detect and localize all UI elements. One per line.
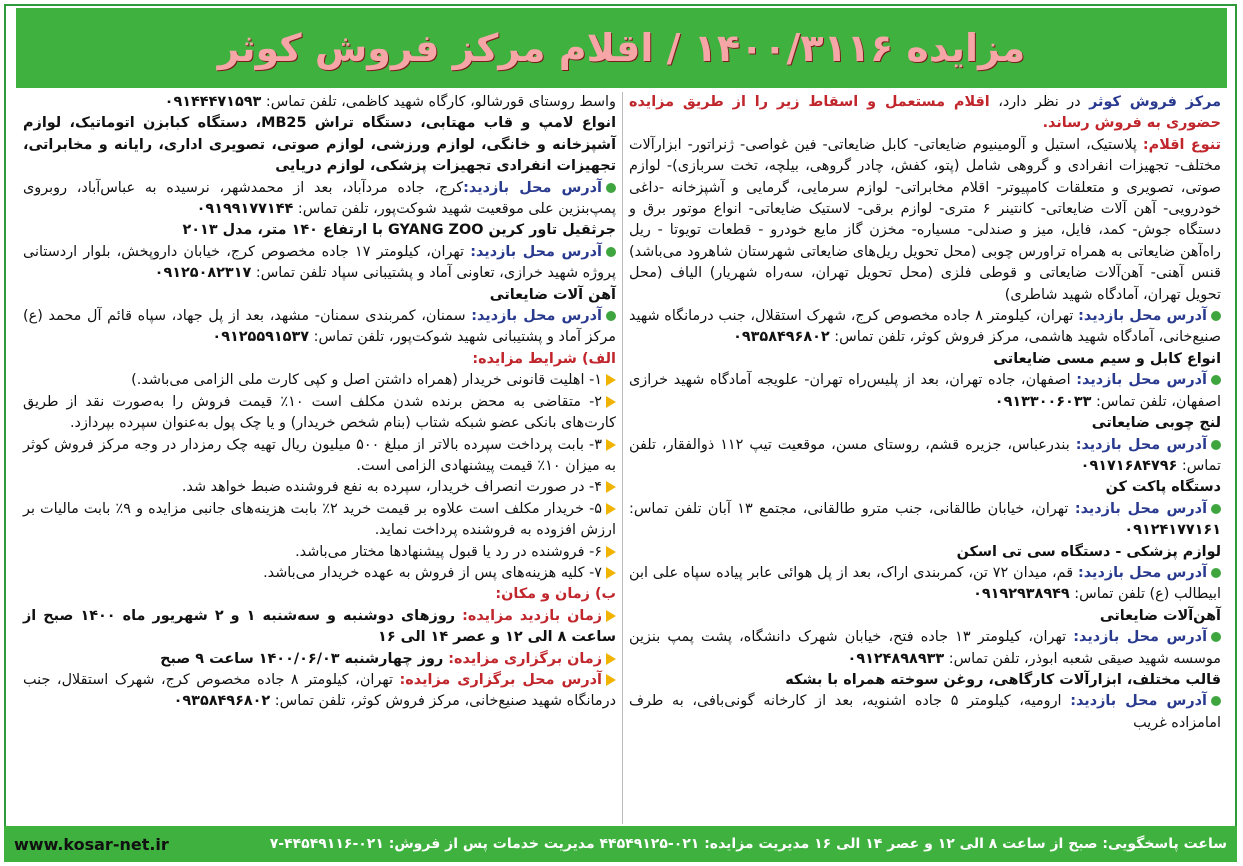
top-continuation bbox=[23, 92, 616, 113]
phone-number: ۰۹۱۹۲۹۳۸۹۴۹ bbox=[973, 586, 1070, 603]
address-label: آدرس محل بازدید: bbox=[470, 243, 602, 260]
bullet-icon bbox=[1211, 440, 1221, 450]
condition-item bbox=[23, 542, 616, 563]
condition-item bbox=[23, 435, 616, 478]
condition-text: ۲- متقاضی به محض برنده شدن مکلف است ۱۰٪ قیمت فروش را به‌صورت نقد از طریق کارت‌های بانکی عضو شبکه شتاب (بنام شخص خریدار) و یا چک پول به‌عنوان سپرده بپردازد. bbox=[23, 393, 616, 432]
conditions-title: الف) شرایط مزایده: bbox=[472, 350, 616, 367]
heading-3: آهن آلات ضایعاتی bbox=[489, 286, 616, 303]
section-address bbox=[629, 306, 1221, 349]
triangle-bullet-icon bbox=[606, 567, 616, 579]
address-label: آدرس محل بازدید: bbox=[1076, 372, 1207, 389]
section-heading: قالب مختلف، ابزارآلات کارگاهی، روغن سوخته همراه با بشکه bbox=[785, 671, 1221, 688]
bold-items: انواع لامپ و قاب مهتابی، دستگاه تراش MB25، دستگاه کبابزن اتوماتیک، لوازم آشپزخانه و خانگی، لوازم ورزشی، لوازم صوتی، تصویری اداری، رایانه و مخابراتی، تجهیزات انفرادی تجهیزات پزشکی، لوازم دریایی bbox=[23, 115, 617, 175]
page-title: مزایده ۱۴۰۰/۳۱۱۶ / اقلام مرکز فروش کوثر bbox=[217, 26, 1026, 70]
condition-text: ۳- بابت پرداخت سپرده بالاتر از مبلغ ۵۰۰ میلیون ریال تهیه چک رمزدار در وجه مرکز فروش کوثر به میزان ۱۰٪ قیمت پیشنهادی الزامی است. bbox=[23, 436, 616, 474]
section-heading: انواع کابل و سیم مسی ضایعاتی bbox=[993, 350, 1221, 367]
bullet-icon bbox=[606, 183, 616, 193]
conditions-list bbox=[23, 370, 616, 584]
address-text: تهران، کیلومتر ۱۷ جاده مخصوص کرج، خیابان داروپخش، بلوار اردستانی پروژه شهید خرازی، تعاونی آماد و پشتیبانی سپاد تلفن تماس: bbox=[23, 243, 616, 282]
section-address bbox=[629, 627, 1221, 670]
condition-text: ۵- خریدار مکلف است علاوه بر قیمت خرید ۲٪ بابت هزینه‌های جانبی مزایده و ۹٪ بابت مالیات بر ارزش افزوده به فروشنده پرداخت نماید. bbox=[23, 500, 616, 539]
triangle-bullet-icon bbox=[606, 439, 616, 451]
address-text: اصفهان، جاده تهران، بعد از پلیس‌راه تهران- علویجه آمادگاه شهید خرازی اصفهان، تلفن تماس: bbox=[629, 372, 1221, 410]
phone-number: ۰۹۱۷۱۶۸۴۷۹۶ bbox=[1080, 457, 1178, 474]
address-label: آدرس محل بازدید: bbox=[1075, 436, 1207, 453]
intro-mid: در نظر دارد، bbox=[989, 94, 1090, 110]
right-column bbox=[622, 92, 1227, 824]
address-label: آدرس محل بازدید: bbox=[1073, 629, 1207, 646]
triangle-bullet-icon bbox=[606, 674, 616, 686]
section-address bbox=[629, 499, 1221, 542]
auction-place bbox=[23, 670, 616, 713]
intro-paragraph bbox=[629, 92, 1221, 135]
auction-time bbox=[23, 649, 616, 670]
bullet-icon bbox=[1211, 311, 1221, 321]
section-heading: دستگاه پاکت کن bbox=[1105, 479, 1221, 496]
address-text: سمنان، کمربندی سمنان- مشهد، بعد از پل جهاد، سپاه قائم آل محمد (ع) مرکز آماد و پشتیبانی شهید شوکت‌پور، تلفن تماس: bbox=[23, 308, 616, 346]
auction-time-text: روز چهارشنبه ۱۴۰۰/۰۶/۰۳ ساعت ۹ صبح bbox=[160, 650, 449, 667]
section-address bbox=[629, 370, 1221, 413]
phone-number: ۰۹۱۲۵۵۹۱۵۳۷ bbox=[212, 329, 310, 346]
address-label: آدرس محل بازدید: bbox=[1078, 308, 1207, 325]
left-column bbox=[17, 92, 622, 824]
footer-bar bbox=[4, 826, 1237, 862]
address-label: آدرس محل بازدید: bbox=[1077, 564, 1208, 581]
address-label: آدرس محل بازدید: bbox=[1070, 693, 1207, 710]
triangle-bullet-icon bbox=[606, 396, 616, 408]
address-text: تهران، کیلومتر ۸ جاده مخصوص کرج، شهرک استقلال، جنب درمانگاه شهید صنیع‌خانی، آمادگاه شهید هاشمی، مرکز فروش کوثر، تلفن تماس: bbox=[629, 308, 1221, 346]
address-1 bbox=[23, 178, 616, 221]
condition-text: ۱- اهلیت قانونی خریدار (همراه داشتن اصل و کپی کارت ملی الزامی می‌باشد.) bbox=[131, 372, 602, 389]
top-cont-text: واسط روستای قورشالو، کارگاه شهید کاظمی، تلفن تماس: bbox=[261, 94, 616, 110]
address-3 bbox=[23, 306, 616, 349]
triangle-bullet-icon bbox=[606, 481, 616, 493]
triangle-bullet-icon bbox=[606, 653, 616, 665]
condition-item bbox=[23, 477, 616, 498]
auction-place-label: آدرس محل برگزاری مزایده: bbox=[399, 671, 602, 688]
section-heading: آهن‌آلات ضایعاتی bbox=[1099, 607, 1221, 624]
address-label: آدرس محل بازدید: bbox=[1074, 500, 1207, 517]
visit-time bbox=[23, 606, 616, 649]
footer-text: ساعت پاسخگویی: صبح از ساعت ۸ الی ۱۲ و عصر ۱۴ الی ۱۶ مدیریت مزایده: ۰۲۱-۴۴۵۴۹۱۲۵ مدیریت خدمات پس از فروش: ۰۲۱-۴۴۵۴۹۱۱۶-۷ bbox=[269, 836, 1227, 852]
address-text: تهران، خیابان طالقانی، جنب مترو طالقانی، مجتمع ۱۳ آبان تلفن تماس: bbox=[629, 500, 1075, 517]
website-link[interactable]: www.kosar-net.ir bbox=[14, 834, 169, 854]
section-heading: لنج چوبی ضایعاتی bbox=[1091, 415, 1221, 432]
section-address bbox=[629, 691, 1221, 734]
address-text: ارومیه، کیلومتر ۵ جاده اشنویه، بعد از کارخانه گونی‌بافی، به طرف امامزاده غریب bbox=[629, 693, 1221, 731]
items-paragraph bbox=[629, 135, 1221, 306]
bullet-icon bbox=[606, 247, 616, 257]
condition-item bbox=[23, 392, 616, 435]
bullet-icon bbox=[1211, 568, 1221, 578]
visit-time-text: روزهای دوشنبه و سه‌شنبه ۱ و ۲ شهریور ماه ۱۴۰۰ صبح از ساعت ۸ الی ۱۲ و عصر ۱۴ الی ۱۶ bbox=[23, 607, 616, 646]
address-text: قم، میدان ۷۲ تن، کمربندی اراک، بعد از پل هوائی عابر پیاده سپاه علی ابن ابیطالب (ع) تلفن تماس: bbox=[629, 564, 1221, 603]
phone-number: ۰۹۳۵۸۴۹۶۸۰۲ bbox=[173, 693, 271, 710]
title-banner bbox=[16, 8, 1227, 88]
address-label: آدرس محل بازدید: bbox=[463, 179, 602, 196]
phone-number: ۰۹۱۴۴۴۷۱۵۹۳ bbox=[164, 94, 262, 110]
auction-place-text: تهران، کیلومتر ۸ جاده مخصوص کرج، شهرک استقلال، جنب درمانگاه شهید صنیع‌خانی، مرکز فروش کوثر، تلفن تماس: bbox=[23, 671, 616, 710]
phone-number: ۰۹۳۵۸۴۹۶۸۰۲ bbox=[733, 329, 830, 346]
address-text: تهران، کیلومتر ۱۳ جاده فتح، خیابان شهرک دانشگاه، پشت پمپ بنزین موسسه شهید صیقی شعبه ابوذر، تلفن تماس: bbox=[629, 629, 1221, 667]
items-label: تنوع اقلام: bbox=[1142, 136, 1221, 153]
phone-number: ۰۹۱۳۳۰۰۶۰۳۳ bbox=[994, 393, 1092, 410]
address-text: کرج، جاده مردآباد، بعد از محمدشهر، نرسیده به عباس‌آباد، روبروی پمپ‌بنزین علی موقعیت شهید شوکت‌پور، تلفن تماس: bbox=[23, 179, 616, 218]
condition-text: ۶- فروشنده در رد یا قبول پیشنهادها مختار می‌باشد. bbox=[295, 543, 602, 560]
bold-item-2: جرثقیل تاور کرین GYANG ZOO با ارتفاع ۱۴۰ متر، مدل ۲۰۱۳ bbox=[182, 222, 616, 239]
triangle-bullet-icon bbox=[606, 610, 616, 622]
phone-number: ۰۹۱۲۴۸۹۸۹۳۳ bbox=[847, 650, 945, 667]
triangle-bullet-icon bbox=[606, 374, 616, 386]
address-text: بندرعباس، جزیره قشم، روستای مسن، موقعیت تیپ ۱۱۲ ذوالفقار، تلفن تماس: bbox=[629, 436, 1221, 474]
condition-item bbox=[23, 370, 616, 391]
bullet-icon bbox=[1211, 696, 1221, 706]
condition-text: ۷- کلیه هزینه‌های پس از فروش به عهده خریدار می‌باشد. bbox=[263, 564, 602, 581]
condition-item bbox=[23, 563, 616, 584]
bullet-icon bbox=[1211, 375, 1221, 385]
bullet-icon bbox=[1211, 504, 1221, 514]
section-address bbox=[629, 563, 1221, 606]
condition-text: ۴- در صورت انصراف خریدار، سپرده به نفع فروشنده ضبط خواهد شد. bbox=[181, 479, 602, 496]
address-2 bbox=[23, 242, 616, 285]
condition-item bbox=[23, 499, 616, 542]
intro-red: اقلام مستعمل و اسقاط زیر را از طریق مزایده حضوری به فروش رساند. bbox=[629, 94, 1221, 132]
triangle-bullet-icon bbox=[606, 503, 616, 515]
address-label: آدرس محل بازدید: bbox=[471, 308, 602, 325]
right-sections bbox=[629, 306, 1221, 734]
section-heading: لوازم پزشکی - دستگاه سی تی اسکن bbox=[956, 543, 1221, 560]
bullet-icon bbox=[606, 311, 616, 321]
section-address bbox=[629, 435, 1221, 478]
items-text: پلاستیک، استیل و آلومینیوم ضایعاتی- کابل ضایعاتی- فین غواصی- ژنراتور- ابزارآلات مختلف- تجهیزات انفرادی و گروهی شامل (پتو، کفش، چادر گروهی، بیلچه، تخت سربازی)- لوازم صوتی، تصویری و متعلقات کامپیوتر- اقلام مخابراتی- لوازم سرمایی، گرمایی و آشپزخانه -داغی خودرویی- آهن آلات ضایعاتی- کانتینر ۶ متری- لوازم برقی- لاستیک ضایعاتی- انواع موتور برق و دستگاه جوش- کمد، فایل، میز و صندلی- مسیاره- مخزن گاز مایع خودرو - قطعات تویوتا - ریل راه‌آهن ضایعاتی به همراه تراورس چوبی (محل تحویل ریل‌های ضایعاتی شهرستان شاهرود می‌باشد) قنس آهنی- آهن‌آلات ضایعاتی و قوطی فلزی (محل تحویل تهران، سه‌راه شهریار) الیاف (محل تحویل تهران، آمادگاه شهید شاطری) bbox=[629, 136, 1221, 303]
auction-time-label: زمان برگزاری مزایده: bbox=[448, 650, 602, 667]
phone-number: ۰۹۱۲۵۰۸۲۳۱۷ bbox=[154, 265, 252, 282]
intro-lead: مرکز فروش کوثر bbox=[1089, 94, 1221, 110]
triangle-bullet-icon bbox=[606, 546, 616, 558]
phone-number: ۰۹۱۹۹۱۷۷۱۴۴ bbox=[196, 201, 294, 218]
phone-number: ۰۹۱۲۴۱۷۷۱۶۱ bbox=[1124, 522, 1221, 539]
bullet-icon bbox=[1211, 632, 1221, 642]
visit-time-label: زمان بازدید مزایده: bbox=[462, 607, 603, 624]
time-title: ب) زمان و مکان: bbox=[495, 586, 616, 603]
columns bbox=[16, 92, 1227, 824]
